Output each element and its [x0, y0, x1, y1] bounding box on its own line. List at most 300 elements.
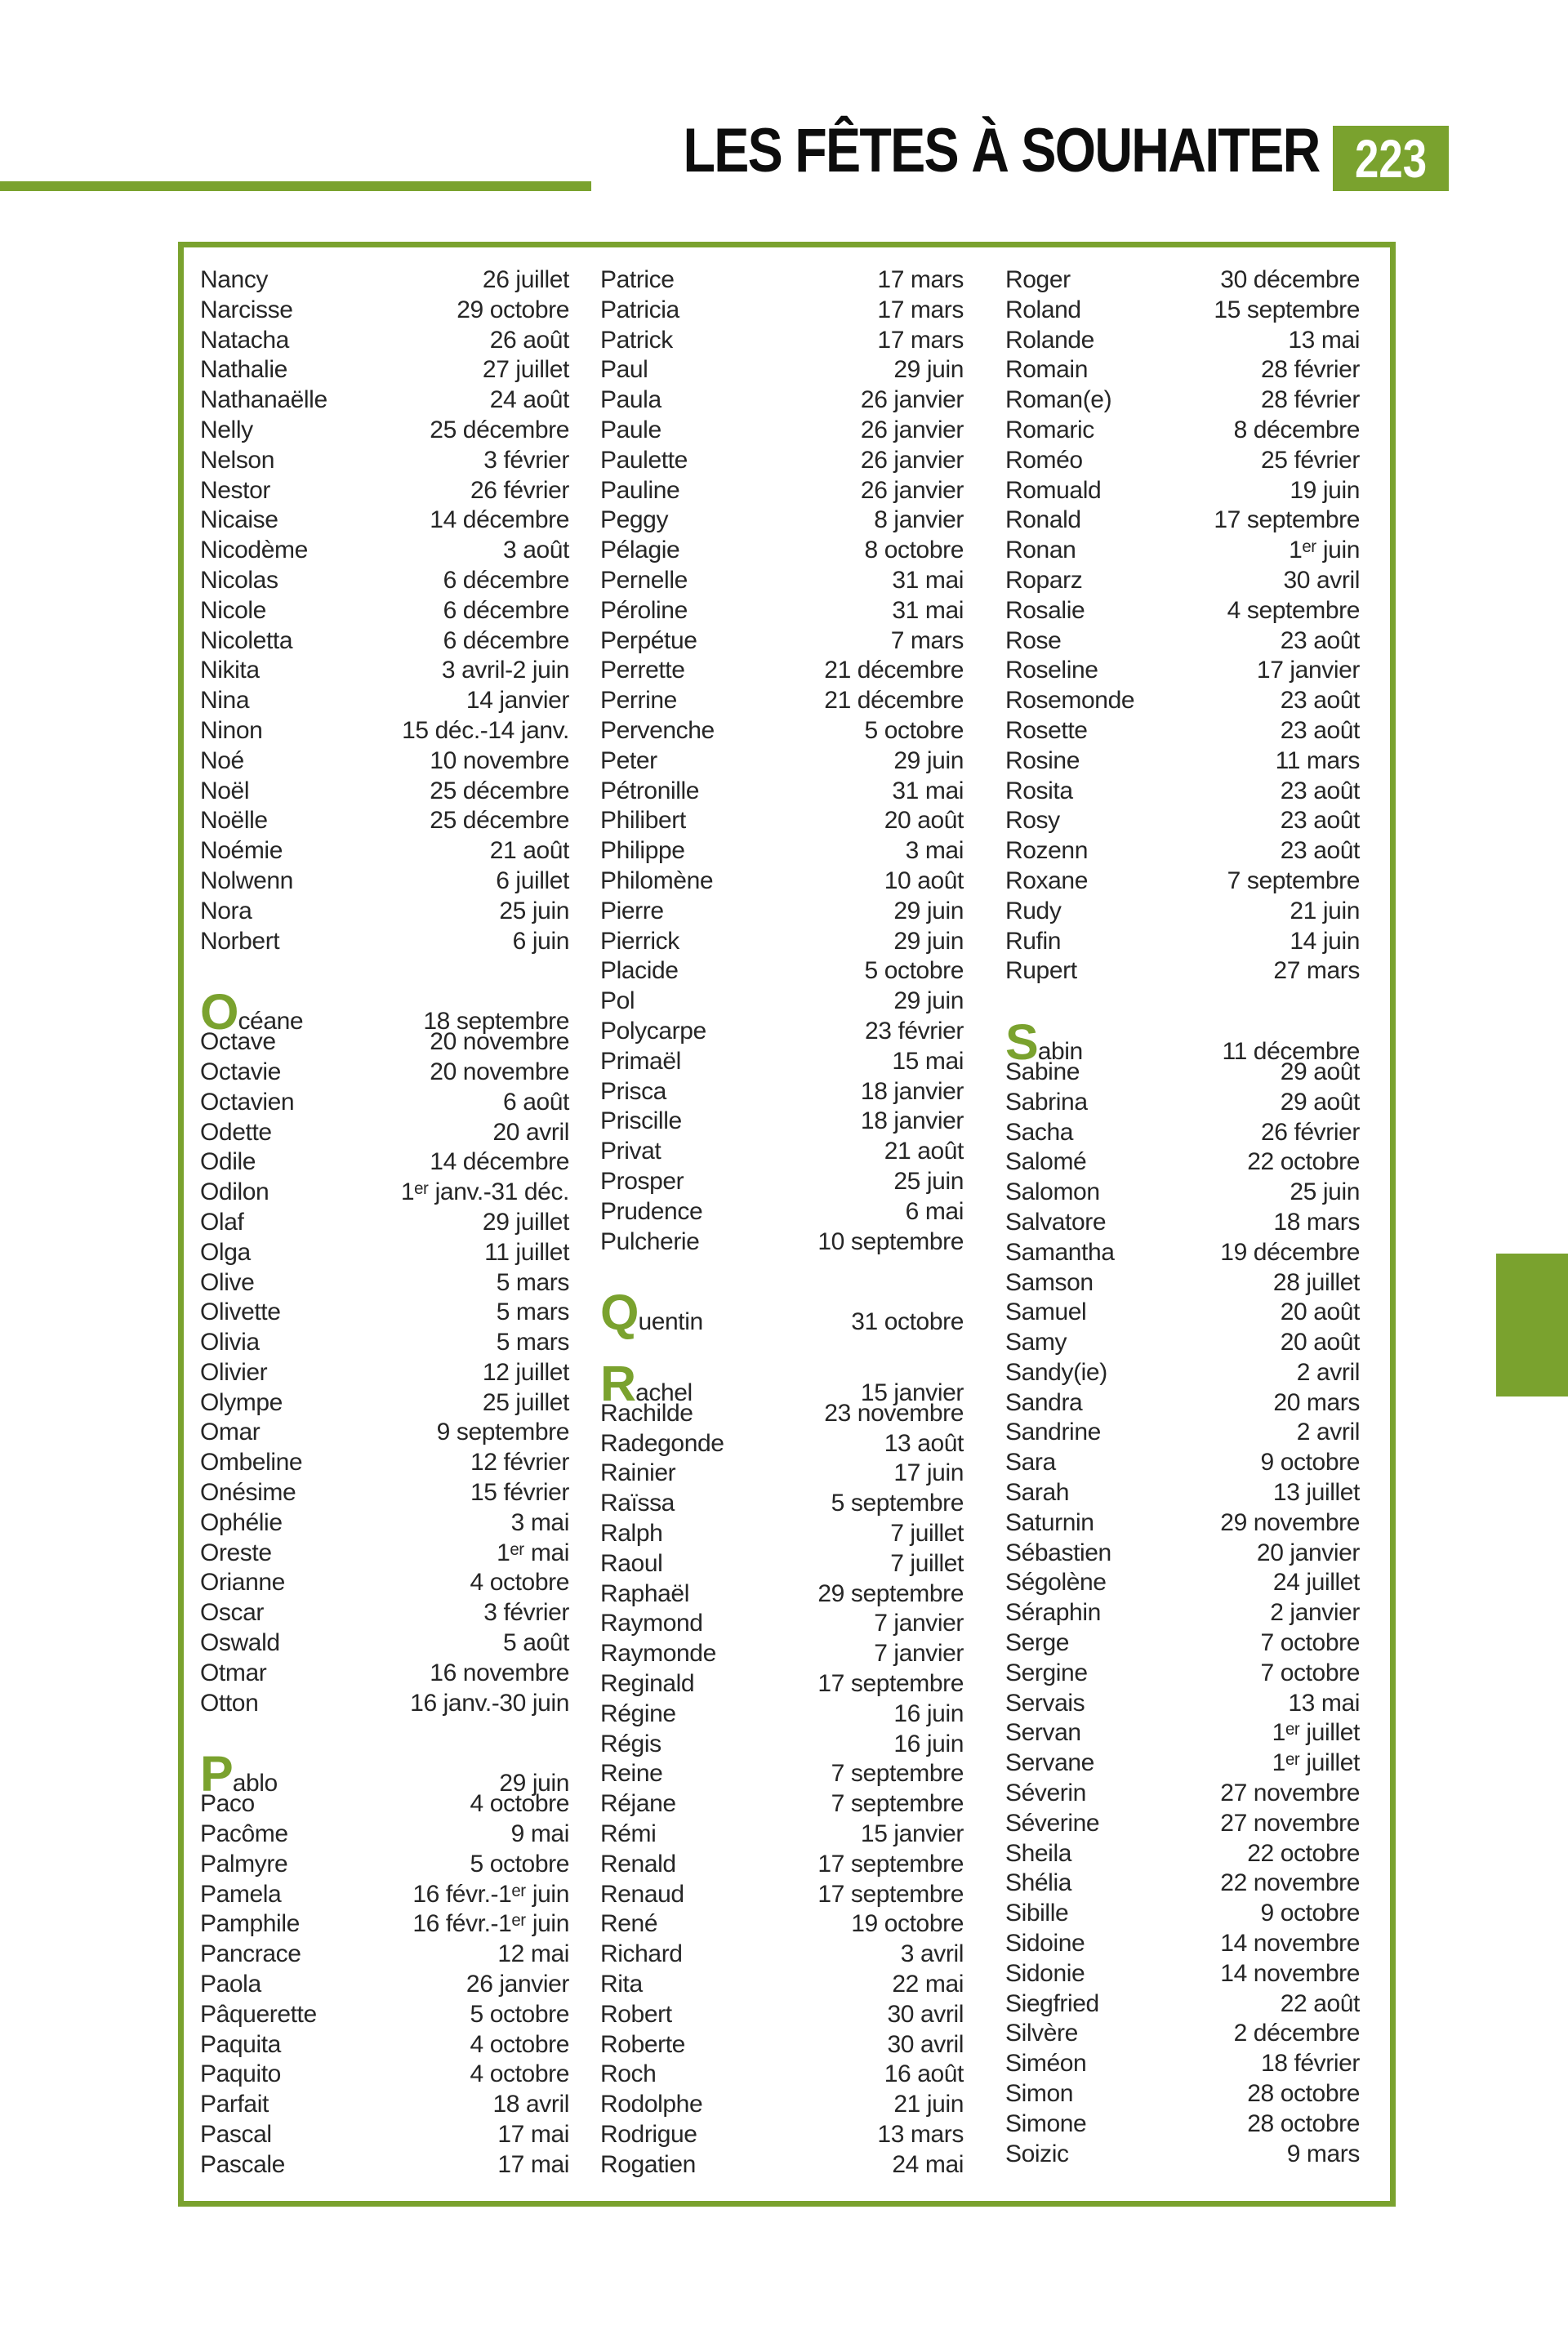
- feast-date: 14 décembre: [430, 506, 569, 534]
- first-name: Primaël: [600, 1047, 681, 1075]
- name-day-row: [600, 416, 964, 446]
- name-day-row: [1005, 1598, 1360, 1628]
- first-name: Paquita: [200, 2030, 281, 2058]
- first-name: Olive: [200, 1268, 255, 1296]
- name-day-row: [600, 446, 964, 476]
- name-days-table: [178, 242, 1396, 2207]
- feast-date: 7 octobre: [1260, 1659, 1360, 1686]
- name-day-row: [600, 326, 964, 356]
- feast-date: 30 avril: [887, 2030, 964, 2058]
- name-day-row: [200, 1970, 569, 2000]
- column-1: [200, 265, 569, 2180]
- name-day-row: [200, 2150, 569, 2180]
- name-day-row: [200, 626, 569, 657]
- first-name: Rosita: [1005, 777, 1073, 804]
- feast-date: 8 janvier: [874, 506, 964, 534]
- name-day-row: [600, 385, 964, 416]
- feast-date: 16 juin: [893, 1699, 964, 1727]
- feast-date: 22 novembre: [1220, 1869, 1360, 1897]
- feast-date: 23 août: [1280, 626, 1360, 654]
- first-name: Pulcherie: [600, 1227, 700, 1255]
- name-day-row: [1005, 1147, 1360, 1178]
- feast-date: 31 mai: [892, 596, 964, 624]
- first-name: Ophélie: [200, 1508, 283, 1536]
- first-name: Sabine: [1005, 1058, 1080, 1085]
- feast-date: 26 janvier: [466, 1971, 569, 1998]
- name-day-row: [1005, 1388, 1360, 1419]
- name-day-row: [1005, 1929, 1360, 1959]
- first-name: Prisca: [600, 1077, 666, 1105]
- feast-date: 29 août: [1280, 1088, 1360, 1116]
- first-name: Pétronille: [600, 777, 700, 804]
- name-day-row: [600, 1017, 964, 1047]
- name-day-row: [1005, 1448, 1360, 1478]
- first-name: Perrette: [600, 657, 685, 684]
- first-name: Sandra: [1005, 1388, 1083, 1416]
- feast-date: 28 octobre: [1247, 2109, 1360, 2137]
- name-day-row: [1005, 536, 1360, 566]
- first-name: Ralph: [600, 1520, 663, 1548]
- first-name: Séverin: [1005, 1780, 1086, 1807]
- name-day-row: [200, 1746, 569, 1802]
- feast-date: 16 janv.-30 juin: [410, 1689, 569, 1717]
- first-name: Olympe: [200, 1388, 283, 1416]
- name-day-row: [600, 1669, 964, 1699]
- feast-date: 13 mars: [877, 2121, 964, 2149]
- name-day-row: [600, 2060, 964, 2090]
- name-day-row: [600, 1820, 964, 1850]
- name-day-row: [600, 897, 964, 927]
- first-name: Silvère: [1005, 2020, 1078, 2047]
- first-name: Salomon: [1005, 1178, 1100, 1206]
- name-day-row: [1005, 2079, 1360, 2109]
- first-name: Richard: [600, 1940, 683, 1968]
- name-day-row: [200, 265, 569, 296]
- name-day-row: [200, 836, 569, 866]
- first-name: Rosine: [1005, 746, 1080, 774]
- first-name: Peter: [600, 746, 657, 774]
- first-name: Nathanaëlle: [200, 386, 327, 414]
- name-day-row: [200, 1388, 569, 1419]
- feast-date: 10 novembre: [430, 746, 569, 774]
- feast-date: 3 août: [502, 537, 569, 564]
- feast-date: 26 janvier: [860, 476, 964, 504]
- name-day-row: [600, 1880, 964, 1910]
- feast-date: 26 juillet: [482, 266, 569, 293]
- first-name: Roland: [1005, 296, 1081, 323]
- name-day-row: [600, 1285, 964, 1341]
- feast-date: 29 juin: [893, 746, 964, 774]
- name-day-row: [600, 536, 964, 566]
- feast-date: 21 juin: [1290, 897, 1360, 924]
- feast-date: 25 juin: [499, 897, 569, 924]
- name-day-row: [200, 1909, 569, 1940]
- first-name: Roberte: [600, 2030, 685, 2058]
- first-name: Sidoine: [1005, 1930, 1085, 1958]
- first-name: Raphaël: [600, 1579, 689, 1607]
- first-name: Rémi: [600, 1820, 657, 1848]
- feast-date: 29 juin: [893, 927, 964, 955]
- name-day-row: [1005, 1959, 1360, 1989]
- first-name: Philibert: [600, 807, 686, 835]
- name-day-row: [200, 2120, 569, 2150]
- chapter-edge-tab: [1496, 1254, 1568, 1396]
- feast-date: 29 juillet: [482, 1208, 569, 1236]
- first-name: Rufin: [1005, 927, 1062, 955]
- first-name: Nicodème: [200, 537, 308, 564]
- name-day-row: [200, 1628, 569, 1659]
- letter-section-continued: [1005, 265, 1360, 987]
- letter-section-S: [1005, 1014, 1360, 2169]
- feast-date: 9 octobre: [1260, 1900, 1360, 1927]
- feast-date: 28 juillet: [1272, 1268, 1360, 1296]
- feast-date: 31 mai: [892, 777, 964, 804]
- feast-date: 19 octobre: [851, 1910, 964, 1938]
- name-day-row: [600, 1639, 964, 1669]
- first-name: Noé: [200, 746, 244, 774]
- feast-date: 9 mai: [510, 1820, 569, 1848]
- feast-date: 6 juillet: [496, 866, 569, 894]
- name-day-row: [200, 806, 569, 836]
- feast-date: 17 mai: [497, 2121, 569, 2149]
- feast-date: 31 octobre: [851, 1308, 964, 1336]
- first-name: Péroline: [600, 596, 688, 624]
- feast-date: 6 mai: [905, 1197, 964, 1225]
- feast-date: 2 janvier: [1270, 1599, 1360, 1627]
- first-name: Paul: [600, 356, 648, 384]
- name-day-row: [600, 1699, 964, 1730]
- name-day-row: [200, 1118, 569, 1148]
- first-name: Patrice: [600, 266, 675, 293]
- feast-date: 22 octobre: [1247, 1148, 1360, 1176]
- feast-date: 5 octobre: [864, 957, 964, 985]
- feast-date: 13 mai: [1288, 1689, 1360, 1717]
- name-day-row: [600, 2030, 964, 2060]
- first-name: Philippe: [600, 837, 685, 865]
- name-day-row: [1005, 1058, 1360, 1088]
- name-day-row: [200, 476, 569, 506]
- name-day-row: [1005, 1809, 1360, 1839]
- feast-date: 21 juin: [893, 2091, 964, 2118]
- feast-date: 14 janvier: [466, 687, 569, 715]
- name-day-row: [1005, 746, 1360, 777]
- first-name: Rosette: [1005, 716, 1088, 744]
- first-name: Séraphin: [1005, 1599, 1101, 1627]
- first-name: Sarah: [1005, 1479, 1070, 1507]
- first-name: Roger: [1005, 266, 1071, 293]
- name-day-row: [200, 777, 569, 807]
- feast-date: 26 janvier: [860, 416, 964, 443]
- feast-date: 1ᵉʳ janv.-31 déc.: [400, 1178, 569, 1206]
- feast-date: 9 octobre: [1260, 1449, 1360, 1477]
- name-day-row: [600, 1730, 964, 1760]
- feast-date: 7 mars: [890, 626, 964, 654]
- name-day-row: [1005, 596, 1360, 626]
- name-day-row: [200, 2060, 569, 2090]
- feast-date: 12 juillet: [482, 1358, 569, 1386]
- feast-date: 28 octobre: [1247, 2080, 1360, 2108]
- name-day-row: [200, 2000, 569, 2030]
- name-day-row: [200, 1058, 569, 1088]
- first-name: Nina: [200, 687, 250, 715]
- name-day-row: [600, 1970, 964, 2000]
- first-name: Sabrina: [1005, 1088, 1088, 1116]
- feast-date: 23 août: [1280, 777, 1360, 804]
- first-name: Polycarpe: [600, 1017, 706, 1045]
- feast-date: 6 décembre: [443, 626, 569, 654]
- feast-date: 27 mars: [1273, 957, 1360, 985]
- first-name: Privat: [600, 1138, 662, 1165]
- letter-section-P: [200, 1746, 569, 2180]
- name-day-row: [600, 1167, 964, 1197]
- first-name: Samy: [1005, 1329, 1067, 1356]
- first-name: Nelly: [200, 416, 253, 443]
- name-day-row: [600, 1940, 964, 1970]
- feast-date: 26 janvier: [860, 446, 964, 474]
- feast-date: 29 novembre: [1220, 1508, 1360, 1536]
- first-name: Régine: [600, 1699, 676, 1727]
- feast-date: 1ᵉʳ juin: [1289, 537, 1360, 564]
- feast-date: 6 décembre: [443, 596, 569, 624]
- feast-date: 7 juillet: [890, 1520, 964, 1548]
- first-name: Rupert: [1005, 957, 1077, 985]
- feast-date: 25 juin: [1290, 1178, 1360, 1206]
- first-name: Omar: [200, 1419, 261, 1446]
- name-day-row: [200, 296, 569, 326]
- name-day-row: [200, 984, 569, 1040]
- feast-date: 2 avril: [1296, 1419, 1360, 1446]
- first-name: Roparz: [1005, 566, 1083, 594]
- section-drop-cap: Q: [600, 1285, 639, 1341]
- feast-date: 22 mai: [892, 1971, 964, 1998]
- feast-date: 30 décembre: [1220, 266, 1360, 293]
- name-day-row: [1005, 1989, 1360, 2020]
- name-day-row: [1005, 2049, 1360, 2079]
- first-name: Otmar: [200, 1659, 267, 1686]
- name-day-row: [200, 1539, 569, 1569]
- first-name: Paulette: [600, 446, 688, 474]
- feast-date: 15 janvier: [860, 1820, 964, 1848]
- name-day-row: [600, 2120, 964, 2150]
- name-day-row: [200, 1508, 569, 1539]
- feast-date: 18 avril: [492, 2091, 569, 2118]
- feast-date: 11 juillet: [484, 1238, 569, 1266]
- first-name: Paola: [200, 1971, 261, 1998]
- feast-date: 31 mai: [892, 566, 964, 594]
- name-day-row: [600, 987, 964, 1017]
- name-day-row: [200, 506, 569, 536]
- first-name: Onésime: [200, 1479, 296, 1507]
- name-day-row: [1005, 1659, 1360, 1689]
- first-name: Rosalie: [1005, 596, 1085, 624]
- feast-date: 20 mars: [1273, 1388, 1360, 1416]
- feast-date: 5 août: [502, 1629, 569, 1657]
- first-name: Ronald: [1005, 506, 1081, 534]
- first-name: Nathalie: [200, 356, 287, 384]
- letter-section-continued: [200, 265, 569, 956]
- feast-date: 16 novembre: [430, 1659, 569, 1686]
- first-name: Nicoletta: [200, 626, 293, 654]
- feast-date: 29 octobre: [457, 296, 569, 323]
- feast-date: 29 juin: [893, 897, 964, 924]
- feast-date: 18 septembre: [423, 1008, 569, 1036]
- name-day-row: [600, 1356, 964, 1412]
- feast-date: 7 janvier: [874, 1640, 964, 1668]
- name-day-row: [1005, 1118, 1360, 1148]
- name-day-row: [600, 956, 964, 987]
- feast-date: 20 janvier: [1256, 1539, 1360, 1566]
- name-day-row: [1005, 476, 1360, 506]
- feast-date: 21 août: [489, 837, 569, 865]
- feast-date: 23 novembre: [824, 1399, 964, 1427]
- feast-date: 19 décembre: [1220, 1238, 1360, 1266]
- page-title: LES FÊTES À SOUHAITER: [683, 116, 1320, 185]
- name-day-row: [1005, 265, 1360, 296]
- name-day-row: [600, 686, 964, 716]
- first-name: Salomé: [1005, 1148, 1087, 1176]
- name-day-row: [1005, 1779, 1360, 1809]
- feast-date: 15 février: [470, 1479, 569, 1507]
- first-name: Narcisse: [200, 296, 293, 323]
- feast-date: 3 avril: [900, 1940, 964, 1968]
- first-name: Rosy: [1005, 807, 1060, 835]
- first-name: Parfait: [200, 2091, 269, 2118]
- first-name: Quentin: [600, 1285, 703, 1341]
- first-name: Norbert: [200, 927, 280, 955]
- feast-date: 5 mars: [496, 1298, 569, 1326]
- first-name: Perpétue: [600, 626, 697, 654]
- first-name: Nelson: [200, 446, 274, 474]
- feast-date: 5 octobre: [864, 716, 964, 744]
- name-day-row: [1005, 1748, 1360, 1779]
- name-day-row: [600, 1489, 964, 1519]
- feast-date: 3 février: [483, 1599, 569, 1627]
- feast-date: 20 avril: [492, 1118, 569, 1146]
- section-drop-cap: O: [200, 984, 238, 1040]
- name-day-row: [200, 1147, 569, 1178]
- name-day-row: [600, 596, 964, 626]
- feast-date: 8 octobre: [864, 537, 964, 564]
- first-name: Reginald: [600, 1670, 695, 1698]
- feast-date: 16 juin: [893, 1730, 964, 1757]
- first-name: Patricia: [600, 296, 679, 323]
- first-name: Sabin: [1005, 1014, 1083, 1071]
- first-name: Orianne: [200, 1569, 285, 1597]
- name-day-row: [200, 1940, 569, 1970]
- first-name: Nicolas: [200, 566, 278, 594]
- feast-date: 18 février: [1260, 2050, 1360, 2078]
- feast-date: 26 février: [1260, 1118, 1360, 1146]
- first-name: Rolande: [1005, 326, 1094, 354]
- name-day-row: [200, 1328, 569, 1358]
- first-name: Roman(e): [1005, 386, 1112, 414]
- feast-date: 17 septembre: [817, 1880, 964, 1908]
- feast-date: 17 janvier: [1256, 657, 1360, 684]
- first-name: Oswald: [200, 1629, 280, 1657]
- feast-date: 16 août: [884, 2060, 964, 2088]
- feast-date: 29 juin: [893, 356, 964, 384]
- first-name: Prudence: [600, 1197, 703, 1225]
- name-day-row: [200, 1208, 569, 1238]
- feast-date: 17 mars: [877, 266, 964, 293]
- first-name: Pernelle: [600, 566, 688, 594]
- name-day-row: [600, 2000, 964, 2030]
- name-day-row: [600, 1519, 964, 1549]
- name-day-row: [200, 355, 569, 385]
- name-day-row: [1005, 1268, 1360, 1298]
- first-name: Servais: [1005, 1689, 1085, 1717]
- first-name: Ségolène: [1005, 1569, 1107, 1597]
- feast-date: 9 mars: [1286, 2140, 1360, 2167]
- feast-date: 17 mars: [877, 296, 964, 323]
- name-day-row: [200, 1689, 569, 1719]
- name-day-row: [200, 746, 569, 777]
- first-name: Soizic: [1005, 2140, 1069, 2167]
- first-name: Ronan: [1005, 537, 1076, 564]
- feast-date: 18 mars: [1273, 1208, 1360, 1236]
- first-name: Nicaise: [200, 506, 278, 534]
- name-day-row: [1005, 866, 1360, 897]
- first-name: Rudy: [1005, 897, 1062, 924]
- name-day-row: [1005, 897, 1360, 927]
- first-name: Robert: [600, 2000, 672, 2028]
- name-day-row: [1005, 1689, 1360, 1719]
- feast-date: 18 janvier: [860, 1107, 964, 1135]
- name-day-row: [600, 2150, 964, 2180]
- first-name: Pierre: [600, 897, 664, 924]
- first-name: Samuel: [1005, 1298, 1087, 1326]
- feast-date: 5 mars: [496, 1268, 569, 1296]
- feast-date: 25 décembre: [430, 416, 569, 443]
- first-name: Siméon: [1005, 2050, 1087, 2078]
- page-number-badge: [1333, 126, 1449, 191]
- first-name: Prosper: [600, 1167, 684, 1195]
- feast-date: 19 juin: [1290, 476, 1360, 504]
- first-name: Roméo: [1005, 446, 1083, 474]
- name-day-row: [200, 2030, 569, 2060]
- name-day-row: [1005, 2019, 1360, 2049]
- feast-date: 6 juin: [512, 927, 569, 955]
- name-day-row: [1005, 296, 1360, 326]
- feast-date: 17 mars: [877, 326, 964, 354]
- name-day-row: [200, 686, 569, 716]
- name-day-row: [600, 866, 964, 897]
- name-day-row: [200, 1358, 569, 1388]
- feast-date: 6 août: [502, 1088, 569, 1116]
- name-day-row: [600, 1137, 964, 1167]
- section-drop-cap: S: [1005, 1014, 1038, 1071]
- feast-date: 20 août: [1280, 1329, 1360, 1356]
- name-day-row: [600, 296, 964, 326]
- feast-date: 1ᵉʳ juillet: [1272, 1719, 1360, 1747]
- name-day-row: [600, 806, 964, 836]
- name-day-row: [1005, 1208, 1360, 1238]
- first-name: Pâquerette: [200, 2000, 317, 2028]
- feast-date: 14 décembre: [430, 1148, 569, 1176]
- name-day-row: [200, 1178, 569, 1208]
- first-name: Palmyre: [200, 1850, 288, 1878]
- feast-date: 4 octobre: [470, 2060, 569, 2088]
- feast-date: 16 févr.-1ᵉʳ juin: [412, 1910, 569, 1938]
- name-day-row: [200, 566, 569, 596]
- name-day-row: [200, 1448, 569, 1478]
- feast-date: 3 mai: [905, 837, 964, 865]
- first-name: Rita: [600, 1971, 643, 1998]
- feast-date: 5 octobre: [470, 2000, 569, 2028]
- name-day-row: [600, 927, 964, 957]
- first-name: Raïssa: [600, 1490, 675, 1517]
- first-name: Oreste: [200, 1539, 272, 1566]
